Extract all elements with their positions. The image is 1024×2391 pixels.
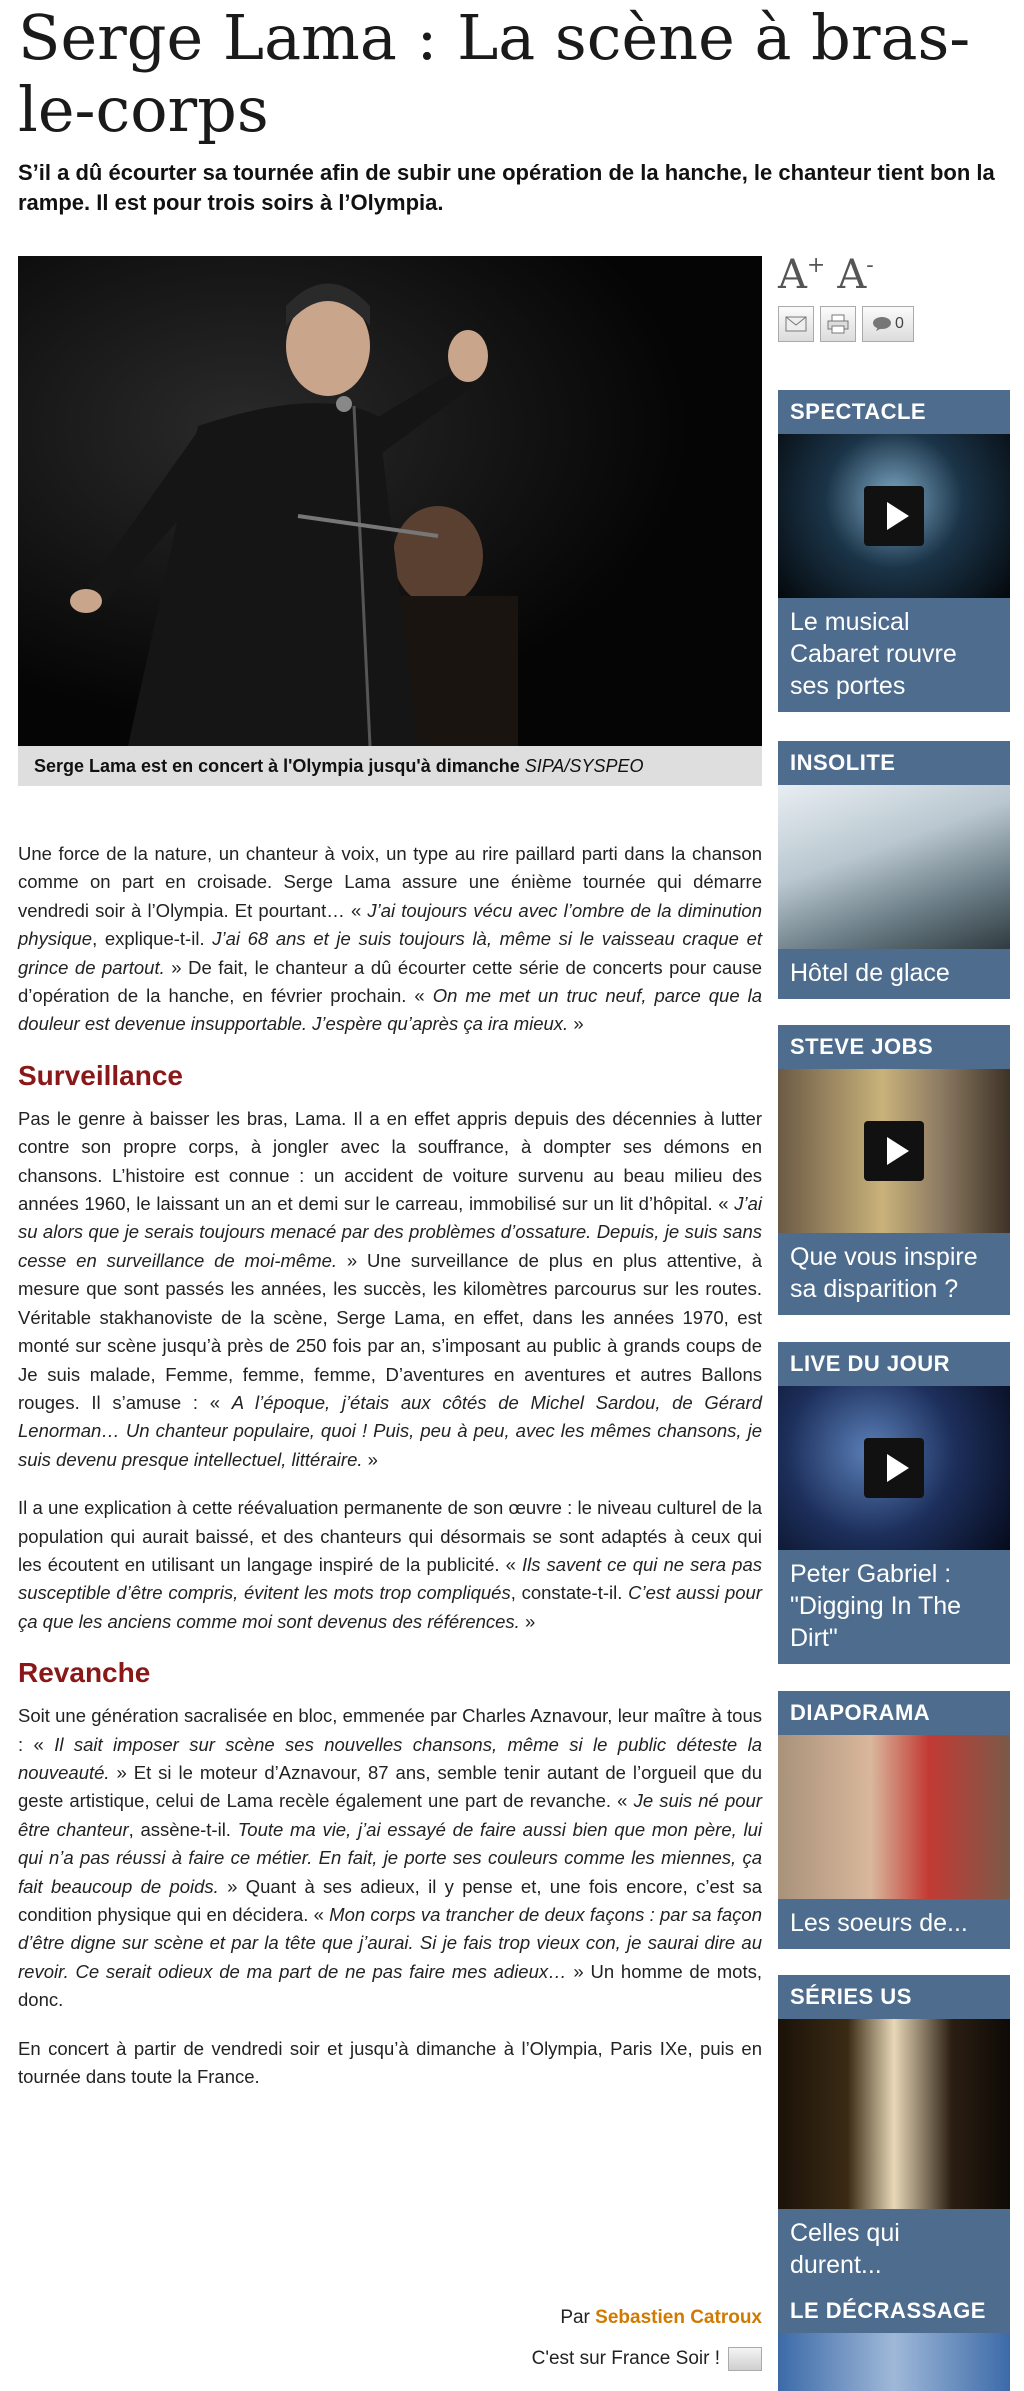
font-decrease-button[interactable] <box>837 252 873 298</box>
caption-text: Serge Lama est en concert à l'Olympia jusqu'à dimanche <box>34 756 520 776</box>
font-size-controls <box>778 252 1010 298</box>
text: » <box>362 1448 378 1470</box>
quote: Mon corps va trancher de deux façons : par sa façon d’être digne sur scène et par la tête que j’aurai. Si je fais trop vieux con, je saurai dire au revoir. Ce serait odieux de ma part de ne pas faire mes adieux… <box>18 1904 763 1982</box>
widget-thumbnail[interactable] <box>778 2333 1010 2391</box>
quote: J’ai su alors que je serais toujours menacé par des problèmes d’ossature. Depuis, je suis sans cesse en surveillance de moi-même. <box>18 1193 762 1271</box>
minus-sign: - <box>866 253 874 278</box>
widget-title: SPECTACLE <box>790 399 927 424</box>
comments-button[interactable] <box>862 306 914 342</box>
singer-on-stage-image <box>18 256 762 746</box>
speech-bubble-icon <box>872 316 892 332</box>
label: A <box>778 252 807 298</box>
paragraph-2 <box>18 1105 762 1474</box>
subheading-revanche: Revanche <box>18 1657 151 1689</box>
quote: J’ai toujours vécu avec l’ombre de la diminution physique <box>18 899 763 950</box>
widget-insolite[interactable] <box>778 741 1010 999</box>
paragraph-1 <box>18 840 762 1039</box>
widget-caption[interactable]: Que vous inspire sa disparition ? <box>790 1243 978 1303</box>
text: , explique-t-il. <box>92 928 213 950</box>
text: » Un homme de mots, donc. <box>18 1960 762 2011</box>
widget-title: LIVE DU JOUR <box>790 1351 951 1376</box>
widget-thumbnail[interactable] <box>778 1386 1010 1550</box>
byline <box>560 2307 762 2329</box>
widget-steve-jobs[interactable] <box>778 1025 1010 1315</box>
source-line <box>532 2347 762 2371</box>
byline-prefix: Par <box>560 2307 596 2328</box>
widget-series-us[interactable] <box>778 1975 1010 2291</box>
author-link[interactable]: Sebastien Catroux <box>595 2307 762 2328</box>
quote: Il sait imposer sur scène ses nouvelles chansons, même si le public déteste la nouveauté. <box>18 1733 762 1783</box>
widget-caption[interactable]: Hôtel de glace <box>790 959 950 987</box>
widget-caption[interactable]: Celles qui durent... <box>790 2219 900 2279</box>
widget-caption[interactable]: Les soeurs de... <box>790 1909 968 1937</box>
newspaper-icon[interactable] <box>728 2347 762 2371</box>
paragraph-4 <box>18 1702 762 2014</box>
comment-count: 0 <box>895 315 904 332</box>
plus-sign: + <box>806 253 826 278</box>
article-tools <box>778 252 1010 342</box>
text: » <box>568 1013 584 1035</box>
paragraph-5: En concert à partir de vendredi soir et jusqu’à dimanche à l’Olympia, Paris IXe, puis en tournée dans toute la France. <box>18 2037 762 2088</box>
paragraph-3 <box>18 1494 762 1636</box>
photo-caption <box>18 746 762 786</box>
widget-thumbnail[interactable] <box>778 785 1010 949</box>
concert-photo[interactable] <box>18 256 762 746</box>
text: Il a une explication à cette réévaluation permanente de son œuvre : le niveau culturel de la population qui aurait baissé, et des chanteurs qui désormais se sont adaptés à ceux qui les écoutent en utilisant un langage inspiré de la publicité. « <box>18 1497 762 1575</box>
widget-live-du-jour[interactable] <box>778 1342 1010 1664</box>
widget-title: STEVE JOBS <box>790 1034 934 1059</box>
play-icon[interactable] <box>864 1438 924 1498</box>
envelope-icon <box>785 316 807 332</box>
quote: C’est aussi pour ça que les anciens comme moi sont devenus des références. <box>18 1582 762 1632</box>
widget-thumbnail[interactable] <box>778 434 1010 598</box>
font-increase-button[interactable] <box>778 252 825 298</box>
text: Une force de la nature, un chanteur à voix, un type au rire paillard parti dans la chanson comme on part en croisade. Serge Lama assure une énième tournée qui démarre vendredi soir à l’Olympia. Et pourtant… « <box>18 843 762 921</box>
widget-spectacle[interactable] <box>778 390 1010 712</box>
quote: J’ai 68 ans et je suis toujours là, même si le vaisseau craque et grince de partout. <box>18 928 763 978</box>
widget-thumbnail[interactable] <box>778 1069 1010 1233</box>
article-title: Serge Lama : La scène à bras-le-corps <box>18 1 971 146</box>
widget-title: INSOLITE <box>790 750 896 775</box>
widget-title: LE DÉCRASSAGE <box>790 2298 986 2323</box>
text: » De fait, le chanteur a dû écourter cette série de concerts pour cause d’opération de la hanche, en février prochain. « <box>18 956 763 1007</box>
widget-diaporama[interactable] <box>778 1691 1010 1949</box>
label: A <box>837 252 867 298</box>
text: Soit une génération sacralisée en bloc, emmenée par Charles Aznavour, leur maître à tous : « <box>18 1705 762 1755</box>
widget-caption[interactable]: Le musical Cabaret rouvre ses portes <box>790 608 957 700</box>
printer-icon <box>827 314 849 334</box>
photo-credit: SIPA/SYSPEO <box>524 756 644 776</box>
quote: Toute ma vie, j’ai essayé de faire aussi bien que mon père, lui qui n’a pas réussi à faire ce métier. En fait, je porte ses couleurs comme les miennes, ça fait beaucoup de poids. <box>18 1818 762 1897</box>
play-icon[interactable] <box>864 486 924 546</box>
share-toolbar <box>778 306 1010 342</box>
subheading-surveillance: Surveillance <box>18 1059 183 1091</box>
text: » Et si le moteur d’Aznavour, 87 ans, semble tenir autant de l’orgueil que du geste artistique, celui de Lama recèle également une part de revanche. « <box>18 1761 762 1812</box>
print-button[interactable] <box>820 306 856 342</box>
quote: Ils savent ce qui ne sera pas susceptible d’être compris, évitent les mots trop compliqués <box>18 1553 763 1604</box>
article-photo-block <box>18 256 762 786</box>
play-icon[interactable] <box>864 1121 924 1181</box>
widget-title: DIAPORAMA <box>790 1700 931 1725</box>
text: » Une surveillance de plus en plus attentive, à mesure que sont passés les années, les succès, les kilomètres parcourus sur les routes. Véritable stakhanoviste de la scène, Serge Lama, en effet, dans les années 1970, est monté sur scène jusqu’à près de 250 fois par an, s’imposant au public à grands coups de Je suis malade, Femme, femme, femme, D’aventures en aventures et autres Ballons rouges. Il s’amuse : « <box>18 1249 762 1413</box>
text: » Quant à ses adieux, il y pense et, une fois encore, c’est sa condition physique qui en décidera. « <box>18 1875 762 1925</box>
widget-thumbnail[interactable] <box>778 1735 1010 1899</box>
quote: Je suis né pour être chanteur <box>18 1790 762 1840</box>
text: Pas le genre à baisser les bras, Lama. Il a en effet appris depuis des décennies à lutter contre son propre corps, à jongler avec la souffrance, à dompter ses démons en chansons. L’histoire est connue : un accident de voiture survenu au beau milieu des années 1960, le laissant un an et demi sur le carreau, immobilisé sur un lit d’hôpital. « <box>18 1107 762 1215</box>
text: , assène-t-il. <box>128 1818 238 1840</box>
text: » <box>519 1610 536 1632</box>
widget-thumbnail[interactable] <box>778 2019 1010 2209</box>
quote: A l’époque, j’étais aux côtés de Michel Sardou, de Gérard Lenorman… Un chanteur populaire, quoi ! Puis, peu à peu, avec les mêmes chansons, je suis devenu presque intellectuel, littéraire. <box>18 1391 762 1470</box>
article-lead: S’il a dû écourter sa tournée afin de subir une opération de la hanche, le chanteur tient bon la rampe. Il est pour trois soirs à l’Olympia. <box>18 160 995 215</box>
widget-le-decrassage[interactable] <box>778 2289 1010 2391</box>
widget-caption[interactable]: Peter Gabriel : "Digging In The Dirt" <box>790 1560 962 1652</box>
text: , constate-t-il. <box>510 1582 629 1604</box>
source-text: C'est sur France Soir ! <box>531 2348 720 2369</box>
email-button[interactable] <box>778 306 814 342</box>
widget-title: SÉRIES US <box>790 1984 912 2009</box>
quote: On me met un truc neuf, parce que la douleur est devenue insupportable. J’espère qu’après ça ira mieux. <box>18 985 762 1035</box>
article-body <box>18 840 762 2111</box>
